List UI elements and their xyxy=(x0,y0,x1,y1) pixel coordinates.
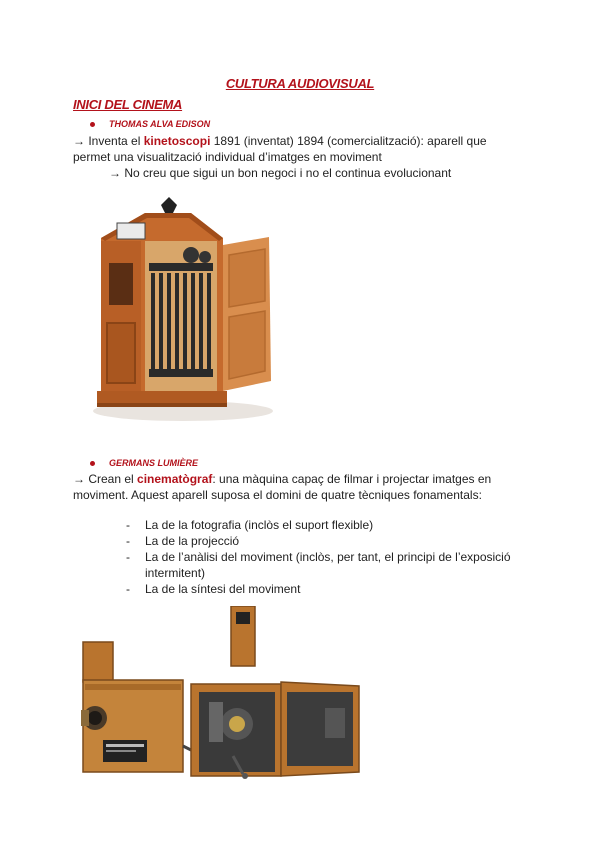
document-title: CULTURA AUDIOVISUAL xyxy=(225,76,375,91)
keyword-kinetoscopi: kinetoscopi xyxy=(143,134,211,148)
bullet-dot-icon xyxy=(90,461,95,466)
arrow-glyph: → xyxy=(73,472,85,486)
bullet-edison xyxy=(90,119,210,129)
para-text: 1891 (inventat) 1894 (comercialització): aparell que xyxy=(210,134,487,148)
list-item: - La de la síntesi del moviment xyxy=(126,581,546,597)
keyword-cinematograf: cinematògraf xyxy=(137,472,213,486)
list-item: - La de la fotografia (inclòs el suport flexible) xyxy=(126,517,546,533)
para-text: Inventa el xyxy=(85,134,144,148)
note-edison: → No creu que sigui un bon negoci i no el continua evolucionant xyxy=(109,166,452,180)
cinematograph-image xyxy=(73,606,365,781)
kinetoscope-image xyxy=(73,183,279,431)
para-line: moviment. Aquest aparell suposa el domini de quatre tècniques fonamentals: xyxy=(73,488,482,502)
bullet-label: GERMANS LUMIÈRE xyxy=(109,458,199,468)
section-heading-inici-cinema: INICI DEL CINEMA xyxy=(73,97,183,112)
list-item: - La de l’anàlisi del moviment (inclòs, per tant, el principi de l’exposició intermitent) xyxy=(126,549,546,581)
bullet-lumiere xyxy=(90,458,198,468)
cinematograph-photo xyxy=(73,606,365,781)
kinetoscope-photo xyxy=(73,183,279,431)
arrow-glyph: → xyxy=(73,134,85,148)
techniques-list xyxy=(126,517,546,597)
paragraph-kinetoscopi xyxy=(73,133,543,165)
para-text: : una màquina capaç de filmar i projectar imatges en xyxy=(212,472,492,486)
paragraph-cinematograf xyxy=(73,471,543,503)
bullet-dot-icon xyxy=(90,122,95,127)
para-text: Crean el xyxy=(85,472,138,486)
bullet-label: THOMAS ALVA EDISON xyxy=(109,119,211,129)
para-line: permet una visualització individual d’imatges en moviment xyxy=(73,150,382,164)
list-item: - La de la projecció xyxy=(126,533,546,549)
